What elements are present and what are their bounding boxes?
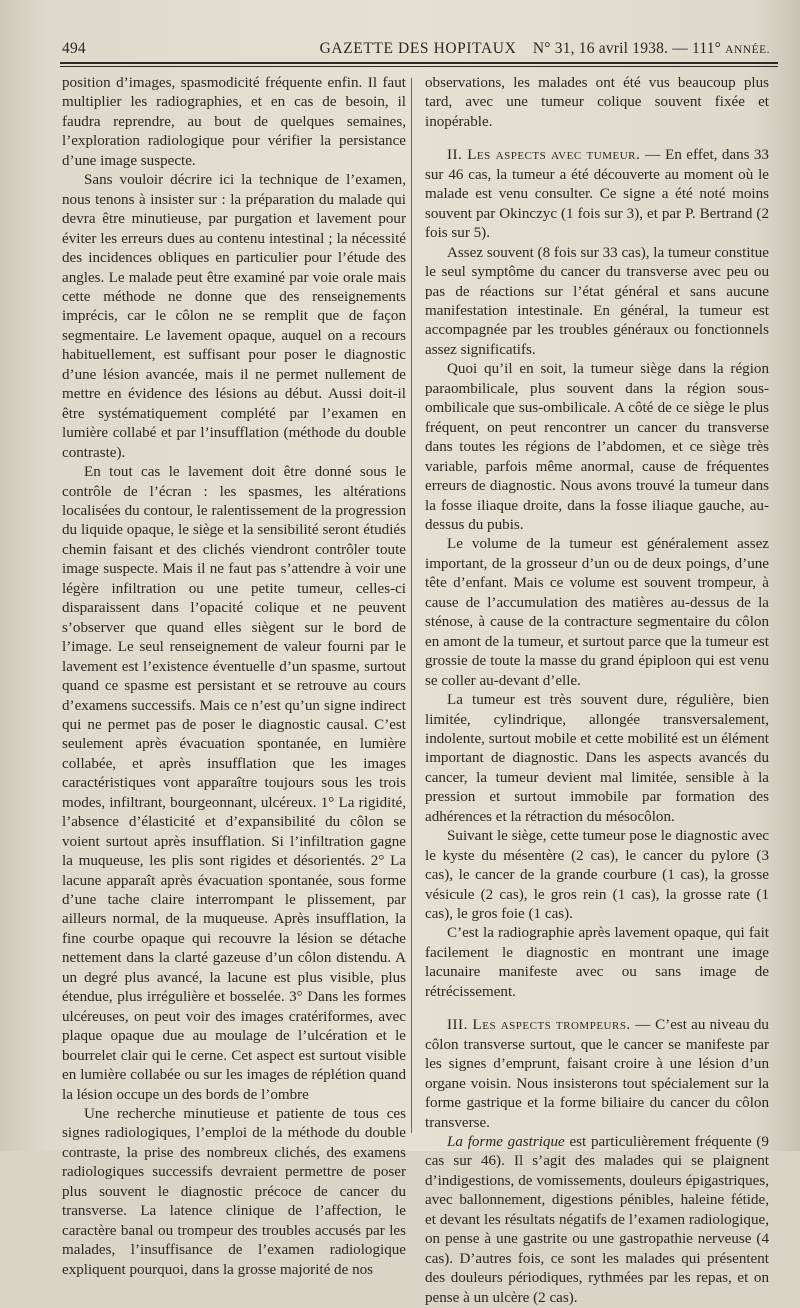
paragraph: Suivant le siège, cette tumeur pose le diagnostic avec le kyste du mésentère (2 cas), le cancer du pylore (3 cas), le cancer de la grande courbure (1 cas), la grosse vésicule (2 cas), le gros rein (1 cas), la grosse rate (1 cas), le gros foie (1 cas).	[425, 828, 769, 923]
paragraph-text: C’est au niveau du côlon transverse surtout, que le cancer se manifeste par les signes d’emprunt, faisant croire à une lésion d’un organe voisin. Nous insisterons tout spécialement sur la forme gastrique et la forme biliaire du cancer du côlon transverse.	[425, 1017, 769, 1131]
paragraph: Une recherche minutieuse et patiente de tous ces signes radiologiques, l’emploi de la méthode du double contraste, la prise des nombreux clichés, des examens radiologiques successifs devraient permettre de poser plus souvent le diagnostic précoce de cancer du transverse. La latence clinique de l’affection, le caractère banal ou trompeur des troubles accusés par les malades, l’insuffisance de l’examen radiologique expliquent pourquoi, dans la grosse majorité de nos	[62, 1106, 406, 1278]
issue-date: N° 31, 16 avril 1938. — 111°	[532, 40, 722, 57]
issue-info	[533, 40, 770, 58]
paragraph: Assez souvent (8 fois sur 33 cas), la tumeur constitue le seul symptôme du cancer du transverse avec peu ou pas de réactions sur l’état général et sans aucune manifestation intestinale. En général, la tumeur est accompagnée par les troubles généraux ou fonctionnels assez significatifs.	[425, 244, 769, 358]
section-paragraph	[425, 1016, 769, 1133]
page-header	[54, 40, 782, 62]
section-heading: III. Les aspects trompeurs. —	[447, 1017, 651, 1034]
paragraph: La tumeur est très souvent dure, régulière, bien limitée, cylindrique, allongée transversalement, indolente, surtout mobile et cette mobilité est un élément important de diagnostic. Dans les aspects avancés du cancer, la tumeur devient mal limitée, sensible à la pression et surtout immobile par formation des adhérences et la rétraction du mésocôlon.	[425, 692, 769, 825]
column-divider	[411, 78, 412, 1133]
header-rule	[60, 62, 778, 67]
paragraph: En tout cas le lavement doit être donné sous le contrôle de l’écran : les spasmes, les altérations localisées du contour, le ralentissement de la progression du liquide opaque, le siège et la sensibilité seront étudiés chemin faisant et des clichés viendront contrôler toute image suspecte. Mais il ne faut pas s’attendre à voir une légère infiltration ou une petite tumeur, celles-ci disparaissent dans l’opacité colique et ne peuvent s’observer que quand elles siègent sur le bord de l’image. Le seul renseignement de valeur fourni par le lavement est l’existence éventuelle d’un spasme, surtout quand ce spasme est persistant et se retrouve au cours d’examens successifs. Mais ce n’est qu’un signe indirect qui ne permet pas de poser le diagnostic causal. C’est seulement après évacuation spontanée, en lumière collabée, et après insufflation que les images caractéristiques vont apparaître toujours sous les trois modes, infiltrant, bourgeonnant, ulcéreux. 1° La rigidité, l’absence d’élasticité et d’expansibilité du côlon se voient surtout après insufflation. Si l’infiltration gagne la muqueuse, les plis sont rigides et désorientés. 2° La lacune apparaît après évacuation spontanée, sous forme d’une tache claire interrompant le plissement, par ailleurs normal, de la muqueuse. Après insufflation, la fine courbe opaque qui recouvre la lésion se détache nettement dans la clarté gazeuse d’un côlon distendu. A un degré plus avancé, la lacune est plus visible, plus étendue, plus irrégulière et bosselée. 3° Dans les formes ulcéreuses, on peut voir des images cratériformes, avec plaque opaque due au moulage de l’ulcération et le bourrelet clair qui le cerne. Cet aspect est surtout visible en lumière collabée ou sur les images de réplétion quand la lésion occupe un des bords de l’ombre	[62, 464, 406, 1103]
emphasis-lead: La forme gastrique	[447, 1134, 565, 1151]
paragraph-text: est particulièrement fréquente (9 cas sur 46). Il s’agit des malades qui se plaignent d’indigestions, de vomissements, douleurs épigastriques, avec ballonnement, digestions pénibles, haleine fétide, et devant les résultats négatifs de l’examen radiologique, on pense à une gastrite ou une gastropathie nerveuse (4 cas). D’autres fois, ce sont les malades qui présentent des douleurs périodiques, rythmées par les repas, et on pense à un ulcère (2 cas).	[425, 1134, 769, 1306]
paragraph-text: En effet, dans 33 sur 46 cas, la tumeur a été découverte au moment où le malade est venu consulter. Ce signe a été noté moins souvent par Okinczyc (1 fois sur 3), et par P. Bertrand (2 fois sur 5).	[425, 147, 769, 242]
paragraph: Sans vouloir décrire ici la technique de l’examen, nous tenons à insister sur : la préparation du malade qui devra être minutieuse, par purgation et lavement pour éviter les erreurs dues au contenu intestinal ; la nécessité des incidences obliques en particulier pour l’étude des angles. Le malade peut être examiné par voie orale mais cette méthode ne donne que des renseignements imprécis, car le côlon ne se remplit que de façon segmentaire. Le lavement opaque, auquel on a recours habituellement, est suffisant pour poser le diagnostic d’une lésion avancée, mais il ne permet nullement de mettre en évidence des lésions au début. Aussi doit-il être systématiquement complété par l’examen en lumière collabé et par l’insufflation (méthode du double contraste).	[62, 172, 406, 461]
paragraph: position d’images, spasmodicité fréquente enfin. Il faut multiplier les radiographies, et en cas de besoin, il faudra reprendre, au bout de quelques semaines, l’exploration radiologique pour vérifier la persistance d’une image suspecte.	[62, 75, 406, 169]
paragraph: observations, les malades ont été vus beaucoup plus tard, avec une tumeur colique souvent fixée et inopérable.	[425, 75, 769, 130]
paragraph: Quoi qu’il en soit, la tumeur siège dans la région paraombilicale, plus souvent dans la région sous-ombilicale que sus-ombilicale. A côté de ce siège le plus fréquent, on peut rencontrer un cancer du transverse dans toutes les régions de l’abdomen, et ce siège très variable, parfois même anormal, cause de fréquentes erreurs de diagnostic. Nous avons trouvé la tumeur dans la fosse iliaque droite, dans la fosse iliaque gauche, au-dessus du pubis.	[425, 361, 769, 533]
paragraph	[425, 1133, 769, 1308]
paragraph: Le volume de la tumeur est généralement assez important, de la grosseur d’un ou de deux poings, d’une tête d’enfant. Mais ce volume est souvent trompeur, à cause de l’accumulation des matières au-dessus de la sténose, à cause de la contracture segmentaire du côlon en amont de la tumeur, et surtout parce que la tumeur est grossie de toute la masse du grand épiploon qui est venu se coller au-devant d’elle.	[425, 536, 769, 689]
journal-title: GAZETTE DES HOPITAUX	[319, 40, 517, 57]
right-column	[425, 74, 769, 1308]
page-number: 494	[62, 40, 86, 57]
paragraph: C’est la radiographie après lavement opaque, qui fait facilement le diagnostic en montrant une image lacunaire manifeste avec ou sans image de rétrécissement.	[425, 925, 769, 1000]
section-heading: II. Les aspects avec tumeur. —	[447, 147, 661, 164]
left-column	[62, 74, 406, 1280]
year-label: ANNÉE.	[725, 44, 770, 56]
section-paragraph	[425, 146, 769, 243]
